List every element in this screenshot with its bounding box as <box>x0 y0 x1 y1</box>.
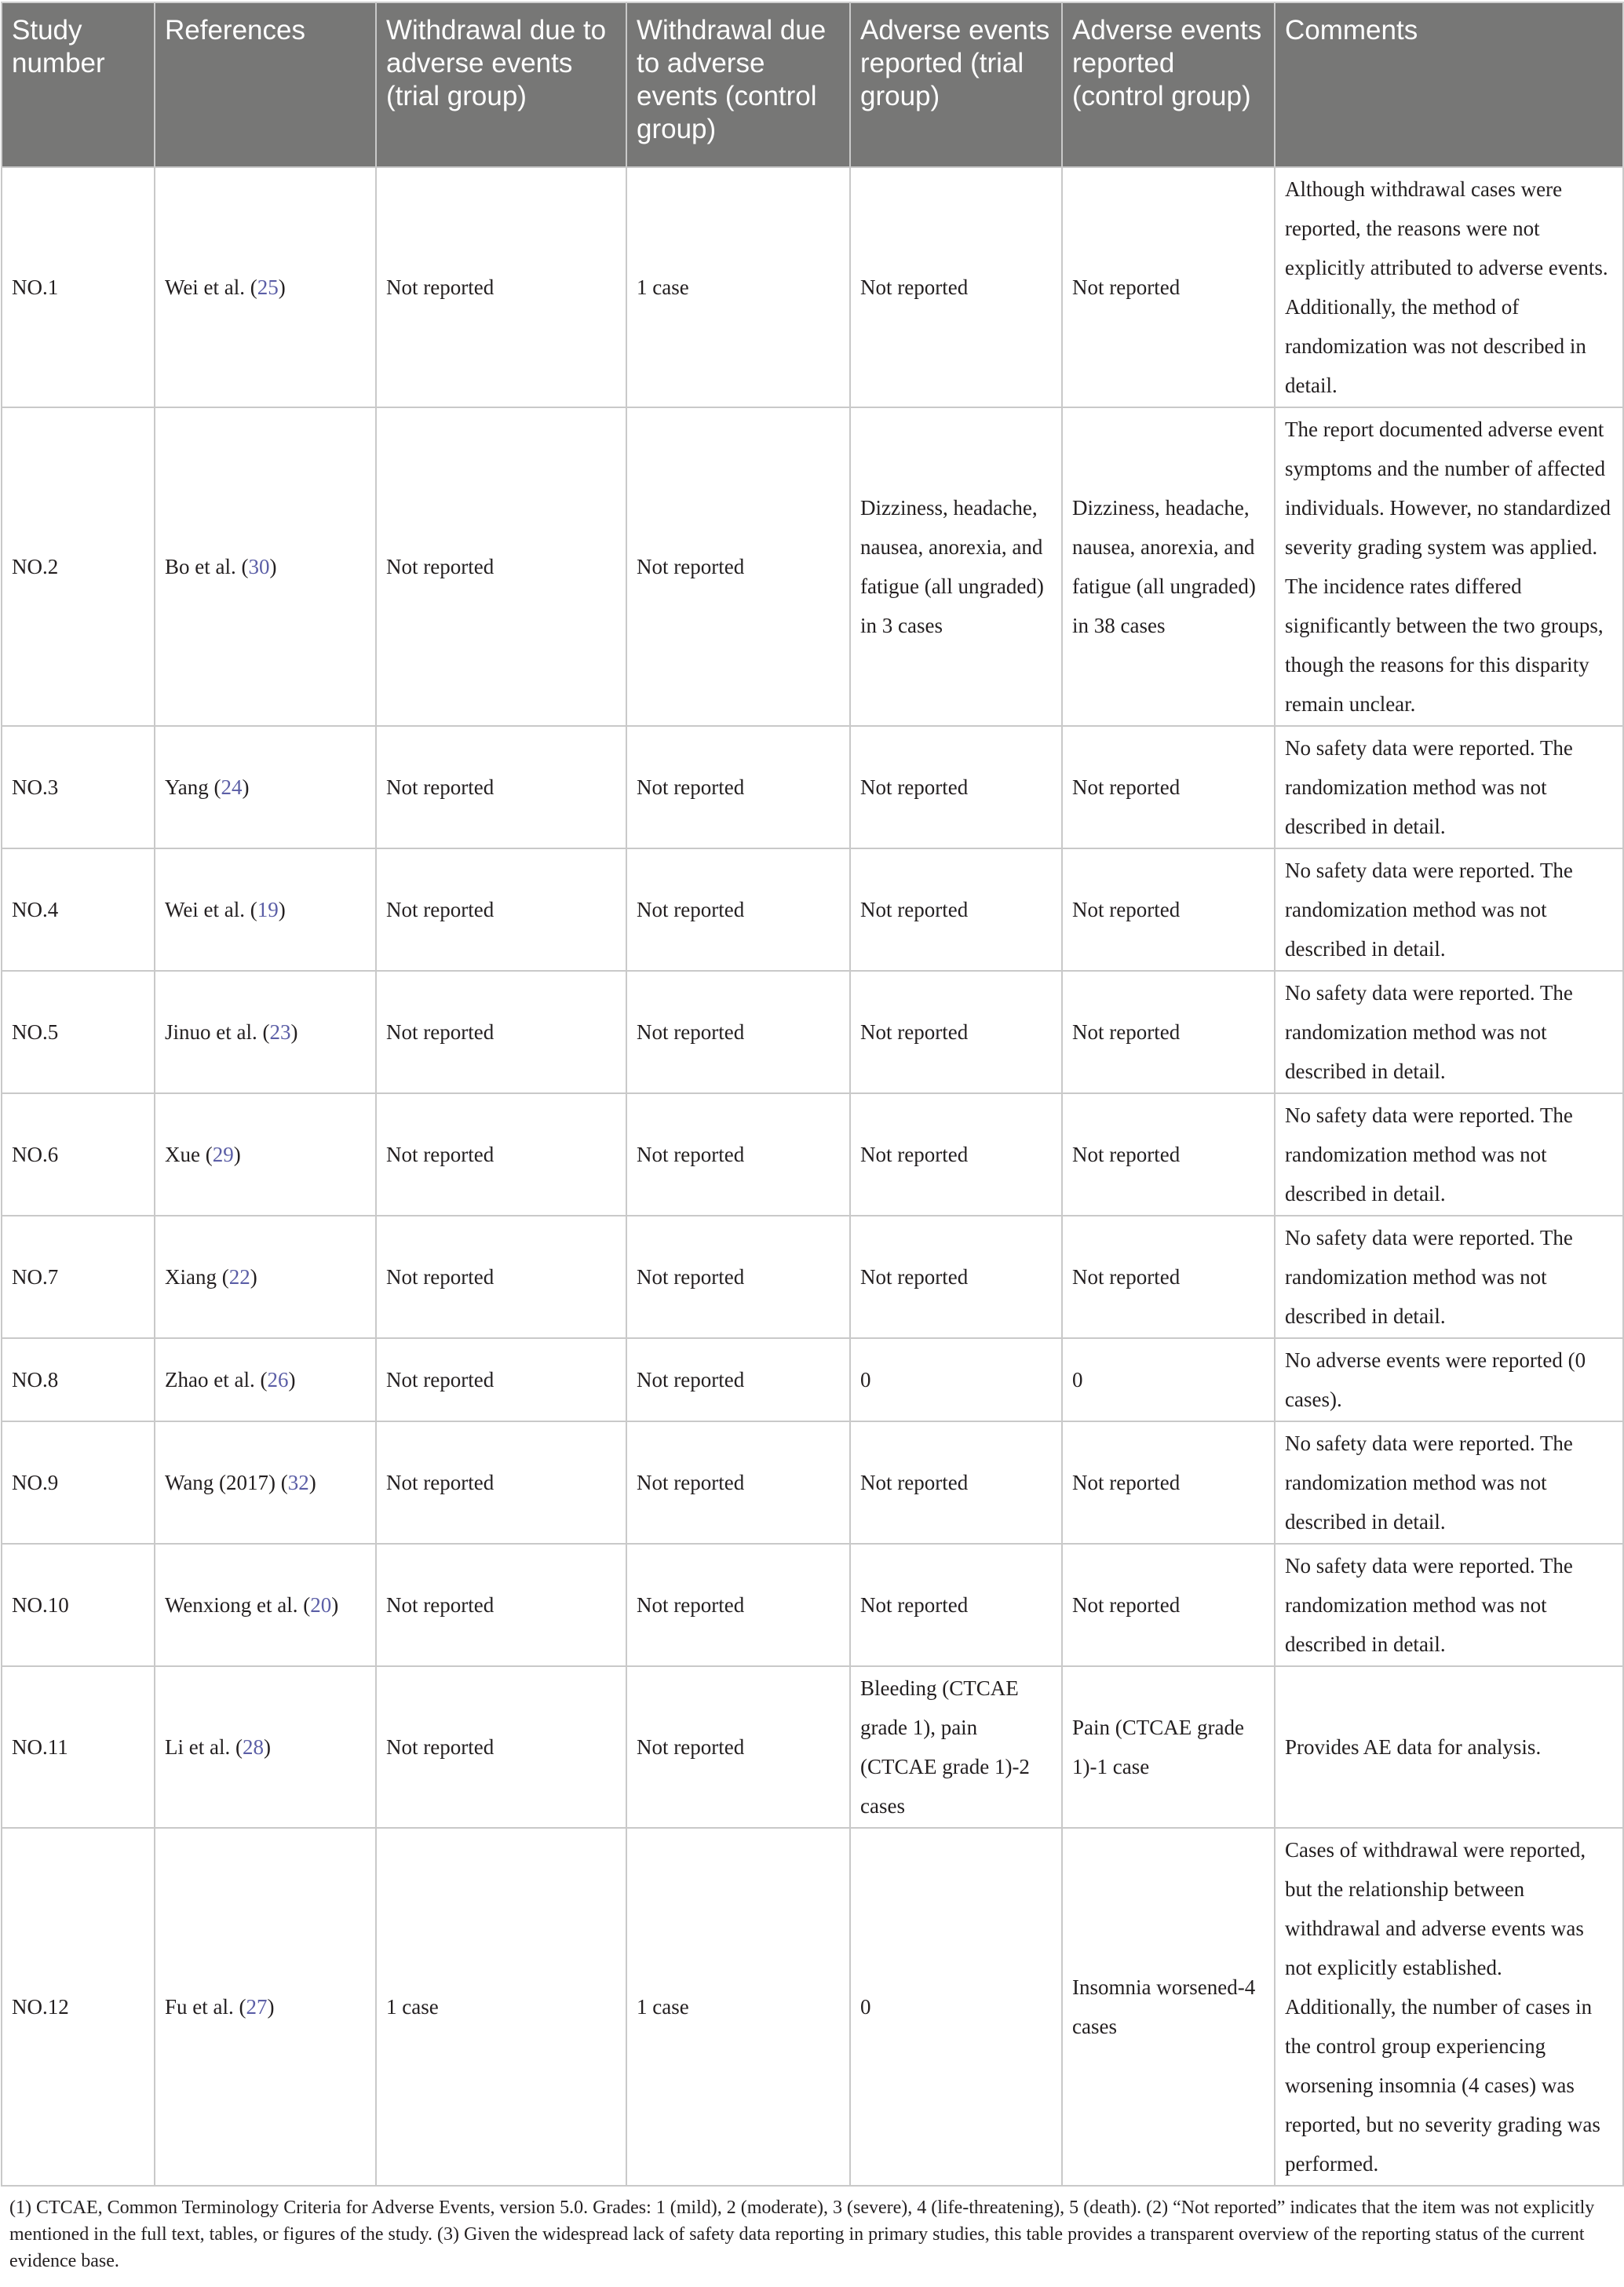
cell-ae-control: Not reported <box>1062 167 1275 407</box>
cell-withdrawal-trial: 1 case <box>376 1828 626 2186</box>
cell-withdrawal-control: 1 case <box>626 167 850 407</box>
cell-comments: No safety data were reported. The randomization method was not described in detail. <box>1275 1216 1623 1338</box>
cell-reference <box>155 1828 376 2186</box>
cell-study-number: NO.7 <box>2 1216 155 1338</box>
cell-comments: No safety data were reported. The randomization method was not described in detail. <box>1275 1544 1623 1666</box>
cell-ae-trial: Bleeding (CTCAE grade 1), pain (CTCAE grade 1)-2 cases <box>850 1666 1062 1828</box>
table-footnote: (1) CTCAE, Common Terminology Criteria for Adverse Events, version 5.0. Grades: 1 (mild), 2 (moderate), 3 (severe), 4 (life-threatening), 5 (death). (2) “Not reported” indicates that the item was not explicitly mentioned in the full text, tables, or figures of the study. (3) Given the widespread lack of safety data reporting in primary studies, this table provides a transparent overview of the reporting status of the current evidence base. <box>9 2198 1595 2271</box>
cell-study-number: NO.6 <box>2 1093 155 1216</box>
reference-close: ) <box>278 898 286 921</box>
header-references: References <box>155 2 376 167</box>
cell-ae-control: Not reported <box>1062 848 1275 971</box>
cell-reference <box>155 971 376 1093</box>
cell-ae-control: Not reported <box>1062 1421 1275 1544</box>
reference-link[interactable]: 25 <box>257 275 279 299</box>
header-comments: Comments <box>1275 2 1623 167</box>
cell-comments: No safety data were reported. The randomization method was not described in detail. <box>1275 1093 1623 1216</box>
cell-study-number: NO.8 <box>2 1338 155 1421</box>
cell-withdrawal-control: Not reported <box>626 848 850 971</box>
cell-comments: Cases of withdrawal were reported, but the relationship between withdrawal and adverse events was not explicitly established. Additionally, the number of cases in the control group experiencing worsening insomnia (4 cases) was reported, but no severity grading was performed. <box>1275 1828 1623 2186</box>
table-row <box>2 1666 1623 1828</box>
cell-study-number: NO.9 <box>2 1421 155 1544</box>
reference-close: ) <box>331 1593 339 1617</box>
cell-reference <box>155 1093 376 1216</box>
cell-ae-trial: Not reported <box>850 726 1062 848</box>
cell-withdrawal-control: Not reported <box>626 407 850 726</box>
cell-ae-control: Not reported <box>1062 1544 1275 1666</box>
cell-study-number: NO.3 <box>2 726 155 848</box>
table-row <box>2 1093 1623 1216</box>
cell-withdrawal-control: Not reported <box>626 1421 850 1544</box>
cell-reference <box>155 1421 376 1544</box>
table-row <box>2 726 1623 848</box>
reference-close: ) <box>278 275 286 299</box>
cell-reference <box>155 1666 376 1828</box>
cell-withdrawal-trial: Not reported <box>376 1338 626 1421</box>
cell-withdrawal-control: 1 case <box>626 1828 850 2186</box>
cell-comments: The report documented adverse event symptoms and the number of affected individuals. However, no standardized severity grading system was applied. The incidence rates differed significantly between the two groups, though the reasons for this disparity remain unclear. <box>1275 407 1623 726</box>
reference-author: Yang ( <box>165 775 221 799</box>
table-header <box>2 2 1623 167</box>
reference-link[interactable]: 26 <box>267 1368 289 1392</box>
cell-ae-control: Pain (CTCAE grade 1)-1 case <box>1062 1666 1275 1828</box>
cell-comments: No safety data were reported. The randomization method was not described in detail. <box>1275 1421 1623 1544</box>
cell-reference <box>155 848 376 971</box>
cell-withdrawal-control: Not reported <box>626 726 850 848</box>
cell-withdrawal-trial: Not reported <box>376 1544 626 1666</box>
reference-author: Jinuo et al. ( <box>165 1020 270 1044</box>
cell-ae-control: Insomnia worsened-4 cases <box>1062 1828 1275 2186</box>
cell-comments: No safety data were reported. The randomization method was not described in detail. <box>1275 726 1623 848</box>
reference-link[interactable]: 23 <box>269 1020 291 1044</box>
reference-author: Wang (2017) ( <box>165 1471 288 1494</box>
table-row <box>2 1828 1623 2186</box>
table-body <box>2 167 1623 2186</box>
cell-withdrawal-trial: Not reported <box>376 1421 626 1544</box>
cell-ae-trial: 0 <box>850 1338 1062 1421</box>
cell-withdrawal-control: Not reported <box>626 1216 850 1338</box>
cell-ae-trial: 0 <box>850 1828 1062 2186</box>
reference-author: Bo et al. ( <box>165 555 249 578</box>
cell-comments: Although withdrawal cases were reported, the reasons were not explicitly attributed to adverse events. Additionally, the method of randomization was not described in detail. <box>1275 167 1623 407</box>
cell-withdrawal-trial: Not reported <box>376 971 626 1093</box>
cell-ae-trial: Not reported <box>850 1544 1062 1666</box>
cell-withdrawal-control: Not reported <box>626 1093 850 1216</box>
reference-author: Zhao et al. ( <box>165 1368 268 1392</box>
cell-ae-control: Dizziness, headache, nausea, anorexia, and fatigue (all ungraded) in 38 cases <box>1062 407 1275 726</box>
reference-author: Wenxiong et al. ( <box>165 1593 311 1617</box>
reference-author: Li et al. ( <box>165 1735 243 1759</box>
cell-ae-control: Not reported <box>1062 726 1275 848</box>
cell-ae-control: Not reported <box>1062 1216 1275 1338</box>
reference-close: ) <box>308 1471 316 1494</box>
header-ae-trial: Adverse events reported (trial group) <box>850 2 1062 167</box>
cell-study-number: NO.12 <box>2 1828 155 2186</box>
cell-study-number: NO.11 <box>2 1666 155 1828</box>
header-withdrawal-trial: Withdrawal due to adverse events (trial group) <box>376 2 626 167</box>
reference-close: ) <box>288 1368 296 1392</box>
cell-reference <box>155 1338 376 1421</box>
reference-close: ) <box>250 1265 257 1289</box>
cell-withdrawal-trial: Not reported <box>376 1666 626 1828</box>
reference-close: ) <box>267 1995 275 2019</box>
reference-close: ) <box>269 555 277 578</box>
cell-reference <box>155 1216 376 1338</box>
reference-link[interactable]: 27 <box>246 1995 268 2019</box>
cell-comments: No adverse events were reported (0 cases). <box>1275 1338 1623 1421</box>
reference-link[interactable]: 20 <box>310 1593 332 1617</box>
reference-author: Xue ( <box>165 1143 213 1166</box>
reference-author: Xiang ( <box>165 1265 229 1289</box>
cell-ae-control: 0 <box>1062 1338 1275 1421</box>
cell-ae-trial: Not reported <box>850 1421 1062 1544</box>
cell-ae-control: Not reported <box>1062 971 1275 1093</box>
table-row <box>2 1421 1623 1544</box>
cell-study-number: NO.1 <box>2 167 155 407</box>
cell-comments: No safety data were reported. The randomization method was not described in detail. <box>1275 971 1623 1093</box>
table-row <box>2 1544 1623 1666</box>
reference-link[interactable]: 28 <box>242 1735 264 1759</box>
cell-withdrawal-control: Not reported <box>626 971 850 1093</box>
cell-study-number: NO.4 <box>2 848 155 971</box>
cell-comments: Provides AE data for analysis. <box>1275 1666 1623 1828</box>
cell-withdrawal-trial: Not reported <box>376 1216 626 1338</box>
table-row <box>2 1216 1623 1338</box>
cell-withdrawal-trial: Not reported <box>376 167 626 407</box>
reference-link[interactable]: 29 <box>212 1143 234 1166</box>
table-row <box>2 971 1623 1093</box>
reference-link[interactable]: 24 <box>221 775 243 799</box>
cell-ae-trial: Not reported <box>850 1093 1062 1216</box>
reference-author: Wei et al. ( <box>165 275 257 299</box>
cell-ae-trial: Not reported <box>850 848 1062 971</box>
table-row <box>2 407 1623 726</box>
cell-withdrawal-trial: Not reported <box>376 407 626 726</box>
cell-ae-trial: Not reported <box>850 1216 1062 1338</box>
reference-close: ) <box>233 1143 241 1166</box>
header-row <box>2 2 1623 167</box>
adverse-events-table <box>1 2 1624 2187</box>
table-row <box>2 1338 1623 1421</box>
cell-ae-trial: Not reported <box>850 167 1062 407</box>
reference-author: Fu et al. ( <box>165 1995 246 2019</box>
reference-link[interactable]: 22 <box>228 1265 250 1289</box>
cell-withdrawal-control: Not reported <box>626 1544 850 1666</box>
cell-ae-control: Not reported <box>1062 1093 1275 1216</box>
reference-link[interactable]: 30 <box>248 555 270 578</box>
header-withdrawal-control: Withdrawal due to adverse events (control group) <box>626 2 850 167</box>
cell-ae-trial: Not reported <box>850 971 1062 1093</box>
cell-withdrawal-control: Not reported <box>626 1338 850 1421</box>
cell-withdrawal-trial: Not reported <box>376 726 626 848</box>
header-ae-control: Adverse events reported (control group) <box>1062 2 1275 167</box>
reference-close: ) <box>242 775 250 799</box>
cell-withdrawal-trial: Not reported <box>376 848 626 971</box>
cell-comments: No safety data were reported. The randomization method was not described in detail. <box>1275 848 1623 971</box>
reference-close: ) <box>263 1735 271 1759</box>
table-row <box>2 167 1623 407</box>
cell-reference <box>155 167 376 407</box>
reference-close: ) <box>290 1020 298 1044</box>
cell-reference <box>155 726 376 848</box>
table-row <box>2 848 1623 971</box>
cell-withdrawal-trial: Not reported <box>376 1093 626 1216</box>
reference-link[interactable]: 19 <box>257 898 279 921</box>
cell-study-number: NO.10 <box>2 1544 155 1666</box>
cell-withdrawal-control: Not reported <box>626 1666 850 1828</box>
cell-reference <box>155 1544 376 1666</box>
cell-reference <box>155 407 376 726</box>
cell-study-number: NO.2 <box>2 407 155 726</box>
reference-link[interactable]: 32 <box>287 1471 309 1494</box>
header-study-number: Study number <box>2 2 155 167</box>
reference-author: Wei et al. ( <box>165 898 257 921</box>
cell-study-number: NO.5 <box>2 971 155 1093</box>
cell-ae-trial: Dizziness, headache, nausea, anorexia, and fatigue (all ungraded) in 3 cases <box>850 407 1062 726</box>
